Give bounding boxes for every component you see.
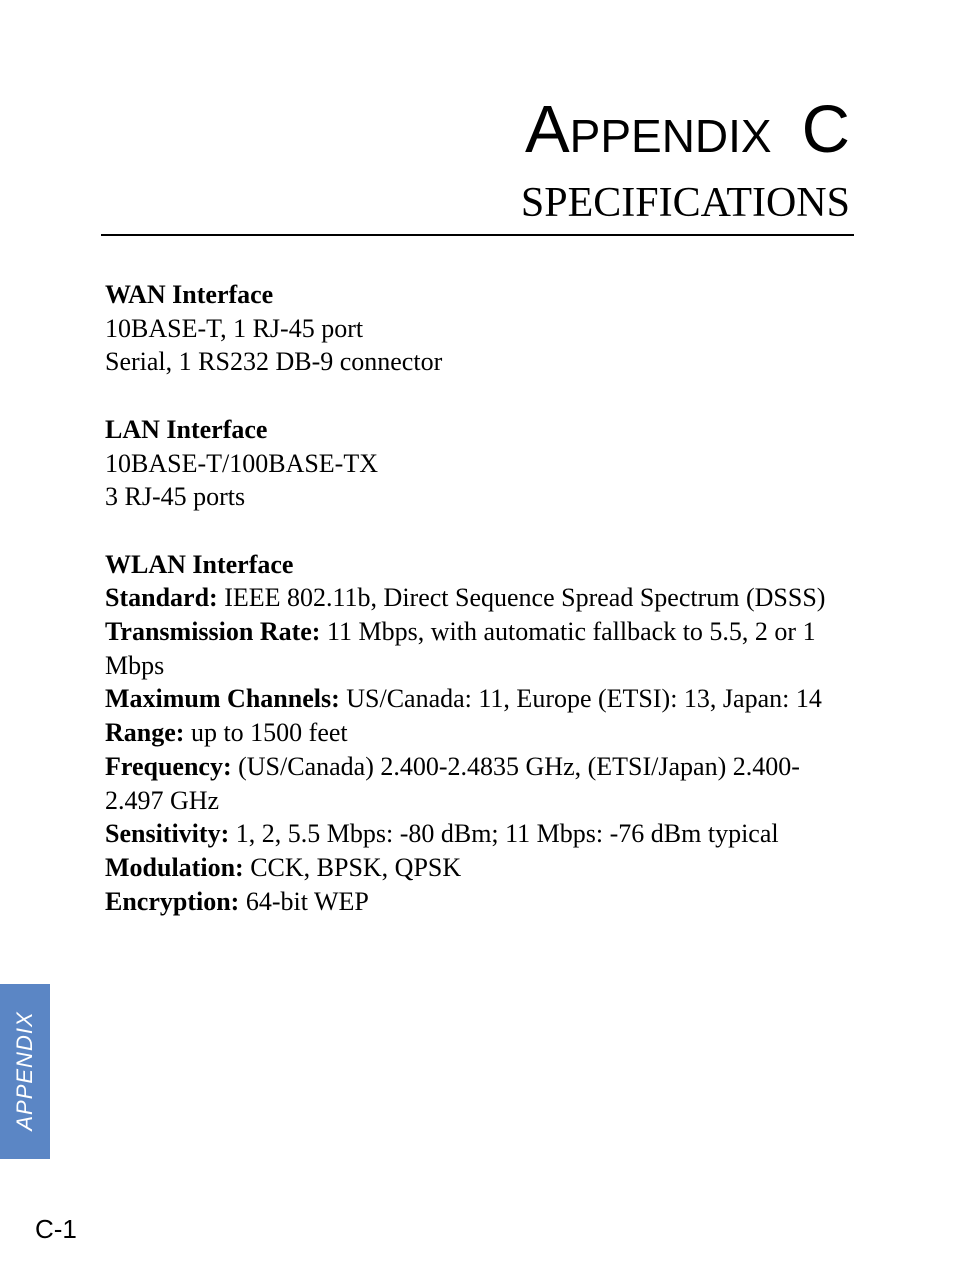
section-heading: WLAN Interface — [105, 549, 294, 579]
spec-label: Modulation: — [105, 852, 244, 882]
spec-label: Transmission Rate: — [105, 617, 321, 646]
spec-value: 64-bit WEP — [245, 886, 369, 916]
specifications-body — [105, 278, 853, 918]
appendix-title-rest: PPENDIX — [569, 110, 772, 162]
side-tab-label: APPENDIX — [12, 1011, 37, 1131]
appendix-title-initial: A — [524, 92, 570, 167]
spec-modulation — [105, 851, 853, 885]
page-number: C-1 — [35, 1214, 77, 1244]
spec-value: 11 Mbps, with automatic fallback to 5.5, 2 or 1 Mbps — [105, 617, 816, 680]
spec-label: Range: — [105, 718, 185, 748]
spec-transmission-rate — [105, 615, 853, 682]
spec-value: CCK, BPSK, QPSK — [250, 852, 462, 882]
spec-maximum-channels — [105, 682, 853, 716]
spec-value: up to 1500 feet — [190, 718, 348, 748]
spec-encryption — [105, 885, 853, 919]
header-divider — [101, 234, 854, 236]
section-heading: LAN Interface — [105, 414, 268, 444]
spec-value: IEEE 802.11b, Direct Sequence Spread Spectrum (DSSS) — [224, 583, 826, 613]
spec-label: Maximum Channels: — [105, 684, 340, 714]
page-header — [521, 92, 850, 226]
wan-interface-section — [105, 278, 853, 379]
spec-sensitivity — [105, 817, 853, 851]
spec-standard — [105, 581, 853, 615]
spec-line: 10BASE-T, 1 RJ-45 port — [105, 313, 364, 343]
page-subtitle: SPECIFICATIONS — [520, 180, 850, 226]
spec-label: Frequency: — [105, 751, 232, 781]
spec-label: Encryption: — [105, 886, 240, 916]
spec-line: Serial, 1 RS232 DB-9 connector — [105, 347, 443, 377]
appendix-title — [521, 92, 850, 174]
spec-line: 3 RJ-45 ports — [105, 482, 246, 512]
spec-value: 1, 2, 5.5 Mbps: -80 dBm; 11 Mbps: -76 dBm typical — [235, 819, 779, 849]
wlan-interface-section — [105, 548, 853, 919]
spec-label: Sensitivity: — [105, 819, 230, 849]
appendix-title-letter: C — [801, 92, 850, 167]
lan-interface-section — [105, 413, 853, 514]
section-heading: WAN Interface — [105, 280, 274, 309]
spec-label: Standard: — [105, 583, 218, 613]
spec-value: US/Canada: 11, Europe (ETSI): 13, Japan: 14 — [346, 684, 822, 714]
spec-range — [105, 716, 853, 750]
spec-frequency — [105, 750, 853, 817]
spec-value: (US/Canada) 2.400-2.4835 GHz, (ETSI/Japan) 2.400-2.497 GHz — [105, 751, 800, 815]
spec-line: 10BASE-T/100BASE-TX — [105, 448, 378, 478]
appendix-side-tab — [0, 984, 50, 1159]
